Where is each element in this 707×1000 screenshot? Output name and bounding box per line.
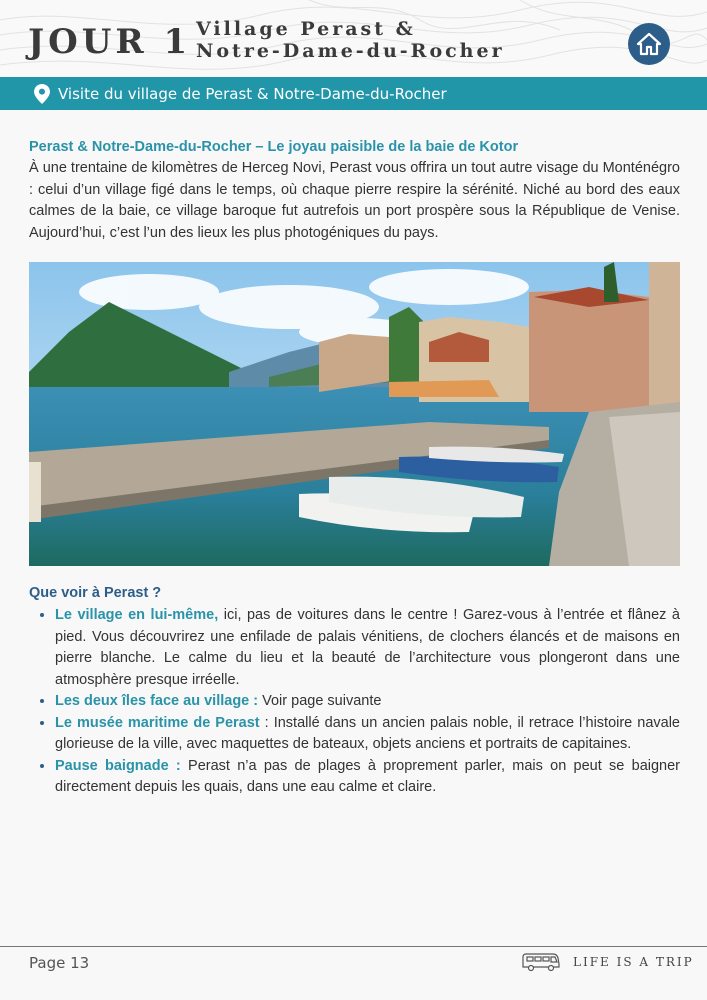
title-line-2: Notre-Dame-du-Rocher — [196, 40, 505, 62]
day-label: JOUR 1 — [28, 22, 192, 62]
what-to-see-section — [29, 585, 680, 799]
location-pin-icon — [34, 84, 50, 104]
title-line-1: Village Perast & — [196, 18, 416, 40]
item-text: Perast n’a pas de plages à proprement parler, mais on peut se baigner directement depuis les quais, dans une eau calme et claire. — [55, 757, 681, 795]
item-text: Voir page suivante — [258, 693, 382, 709]
list-item — [55, 691, 680, 713]
section-heading: Que voir à Perast ? — [29, 585, 162, 601]
section-banner — [0, 77, 707, 110]
intro-subtitle: Perast & Notre-Dame-du-Rocher – Le joyau paisible de la baie de Kotor — [29, 139, 519, 155]
page-header — [0, 0, 707, 76]
list-item — [55, 605, 680, 691]
item-title: Le musée maritime de Perast — [55, 714, 260, 731]
home-icon — [636, 32, 662, 56]
list-item — [55, 756, 680, 799]
attractions-list — [29, 605, 680, 799]
intro-paragraph: À une trentaine de kilomètres de Herceg Novi, Perast vous offrira un tout autre visage du Monténégro : celui d’un village figé dans le temps, où chaque pierre respire la sérénité. Niché au bord des eaux calmes de la baie, ce village baroque fut autrefois un port prospère sous la République de Venise. Aujourd’hui, c’est l’un des lieux les plus photogéniques du pays. — [29, 160, 680, 241]
item-title: Le village en lui-même, — [55, 607, 219, 623]
footer-divider — [0, 946, 707, 947]
perast-photo — [29, 262, 680, 566]
item-title: Les deux îles face au village : — [55, 693, 259, 709]
list-item — [55, 713, 680, 756]
banner-text: Visite du village de Perast & Notre-Dame-du-Rocher — [58, 84, 447, 103]
intro-block — [29, 139, 680, 244]
item-title: Pause baignade : — [55, 757, 181, 774]
item-text: : Installé dans un ancien palais noble, il retrace l’histoire navale glorieuse de la ville, avec maquettes de bateaux, objets anciens et portraits de capitaines. — [55, 714, 680, 752]
page-number: Page 13 — [29, 954, 90, 972]
brand-logo — [521, 952, 694, 972]
van-icon — [521, 952, 561, 972]
home-button[interactable] — [628, 23, 670, 65]
item-text: ici, pas de voitures dans le centre ! Garez-vous à l’entrée et flânez à pied. Vous découvrirez une enfilade de palais vénitiens, de clochers élancés et de maisons en pierre blanche. Le calme du lieu et la beauté de l’architecture vous plongeront dans une atmosphère presque irréelle. — [55, 607, 681, 688]
brand-text: LIFE IS A TRIP — [573, 955, 694, 969]
page-title — [196, 18, 505, 62]
